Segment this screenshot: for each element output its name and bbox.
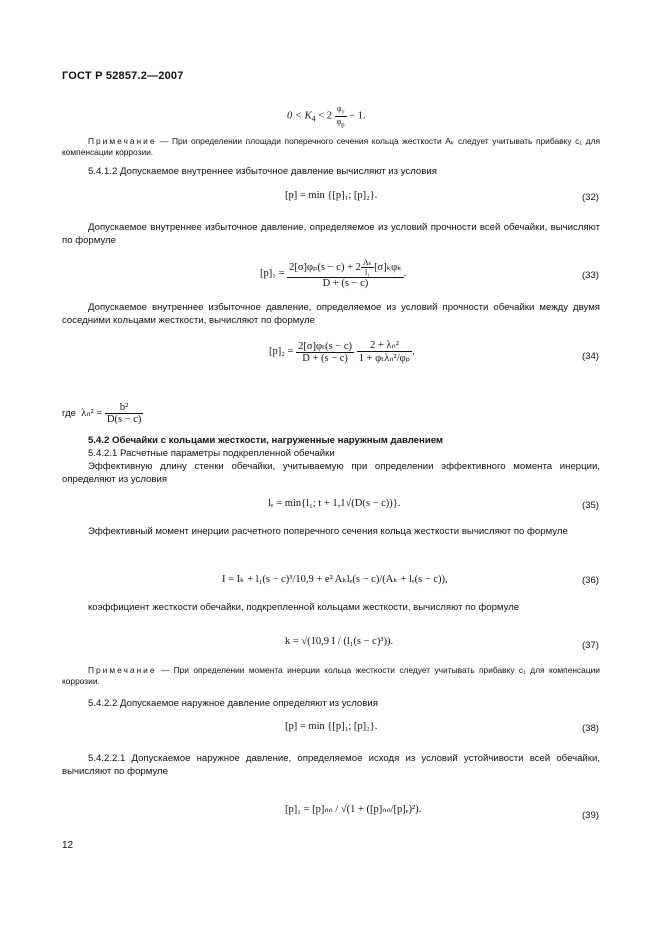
paragraph-int-all: Допускаемое внутреннее избыточное давление, определяемое из условий прочности всей обечайки, вычисляют по формуле [62, 222, 600, 246]
formula-35: lₑ = min{l₁; t + 1,1√(D(s − c))}. [268, 498, 401, 509]
where-clause [62, 402, 143, 425]
f34-num1: 2[σ]φₜ(s − c) [298, 340, 353, 352]
equation-number-38: (38) [581, 723, 599, 734]
note-1-text: — При определении площади поперечного сечения кольца жесткости Aₖ следует учитывать прибавку c₁ для компенсации коррозии. [62, 136, 600, 157]
note-1-label: Примечание [88, 136, 157, 146]
f34-den1: D + (s − c) [302, 352, 348, 364]
formula-36: I = Iₖ + l₁(s − c)³/10,9 + e² Aₖlₑ(s − c)/(Aₖ + lₑ(s − c)), [222, 574, 448, 585]
equation-number-36: (36) [581, 575, 599, 586]
paragraph-int-between: Допускаемое внутреннее избыточное давление, определяемое из условий прочности обечайки между двумя соседними кольцами жесткости, вычисляют по формуле [62, 302, 600, 326]
formula-k4 [287, 104, 366, 128]
f34-tail: , [412, 345, 415, 357]
k4-lhs: 0 < K [287, 110, 312, 122]
formula-38: [p] = min {[p]₁; [p]₂}. [285, 721, 378, 732]
paragraph-eff-moment: Эффективный момент инерции расчетного поперечного сечения кольца жесткости вычисляют по формуле [88, 526, 568, 537]
paragraph-eff-length: Эффективную длину стенки обечайки, учитываемую при определении эффективного момента инерции, определяют из условия [62, 461, 600, 485]
equation-number-39: (39) [581, 810, 599, 821]
f33-inner-num: Aₖ [362, 258, 373, 267]
paragraph-54221: 5.4.2.2.1 Допускаемое наружное давление, определяемое исходя из условий устойчивости всей обечайки, вычисляют по формуле [62, 753, 600, 777]
equation-number-37: (37) [581, 640, 599, 651]
k4-den: φ [336, 116, 342, 126]
f34-num2: 2 + λₙ² [357, 339, 412, 352]
paragraph-5422: 5.4.2.2 Допускаемое наружное давление определяют из условия [88, 698, 378, 709]
f33-inner-fraction [361, 258, 374, 277]
formula-34 [269, 339, 415, 364]
where-den: D(s − c) [106, 414, 142, 425]
k4-mid: < 2 [315, 110, 333, 122]
paragraph-5421: 5.4.2.1 Расчетные параметры подкрепленной обечайки [88, 448, 335, 459]
section-heading-542: 5.4.2 Обечайки с кольцами жесткости, нагруженные наружным давлением [88, 435, 444, 446]
where-fraction [105, 402, 144, 425]
f34-den2: 1 + φₜλₙ²/φₚ [358, 353, 411, 364]
paragraph-5412: 5.4.1.2 Допускаемое внутреннее избыточное давление вычисляют из условия [88, 166, 437, 177]
k4-den-sub: р [341, 121, 345, 129]
f33-inner-den: l₁ [364, 268, 370, 277]
formula-32: [p] = min {[p]₁; [p]₂}. [285, 190, 378, 201]
equation-number-34: (34) [581, 351, 599, 362]
equation-number-33: (33) [581, 270, 599, 281]
where-num: b² [105, 402, 144, 414]
note-2-label: Примечание [88, 665, 157, 675]
f33-lhs: [p]₁ = [260, 267, 285, 279]
f33-fraction [287, 258, 404, 289]
k4-tail: − 1. [346, 110, 366, 122]
k4-fraction [335, 104, 347, 128]
f34-fraction-1 [296, 340, 354, 364]
equation-number-35: (35) [581, 500, 599, 511]
note-2-text: — При определении момента инерции кольца жесткости следует учитывать прибавку c₁ для компенсации коррозии. [62, 665, 600, 686]
k4-num: φ [336, 104, 342, 113]
where-label: где [62, 407, 77, 419]
formula-37: k = √(10,9 I / (l₁(s − c)³)). [285, 636, 394, 647]
page-number: 12 [62, 840, 74, 851]
equation-number-32: (32) [581, 192, 599, 203]
note-2 [62, 665, 600, 687]
formula-39: [p]₁ = [p]ₙₙ / √(1 + ([p]ₙₙ/[p]ₑ)²). [285, 804, 422, 815]
document-header: ГОСТ Р 52857.2—2007 [62, 70, 184, 82]
k4-num-sub: т [341, 108, 345, 116]
f33-num: 2[σ]φₚ(s − c) + 2 [289, 261, 361, 273]
k4-subscript: 4 [311, 114, 316, 124]
f33-den: D + (s − c) [322, 278, 369, 289]
f34-fraction-2 [357, 339, 412, 364]
f34-lhs: [p]₂ = [269, 345, 294, 357]
where-lhs: λₙ² = [81, 407, 103, 419]
f33-num-tail: [σ]ₖφₖ [374, 261, 402, 273]
formula-33: [p]₁ = 2[σ]φₚ(s − c) + 2 $\frac{\text{Aₖ}}{\text{l₁}}$ [σ]ₖφₖ D + (s − c) . [260, 258, 407, 289]
paragraph-coef: коэффициент жесткости обечайки, подкрепленной кольцами жесткости, вычисляют по формуле [88, 602, 520, 613]
note-1 [62, 136, 600, 158]
